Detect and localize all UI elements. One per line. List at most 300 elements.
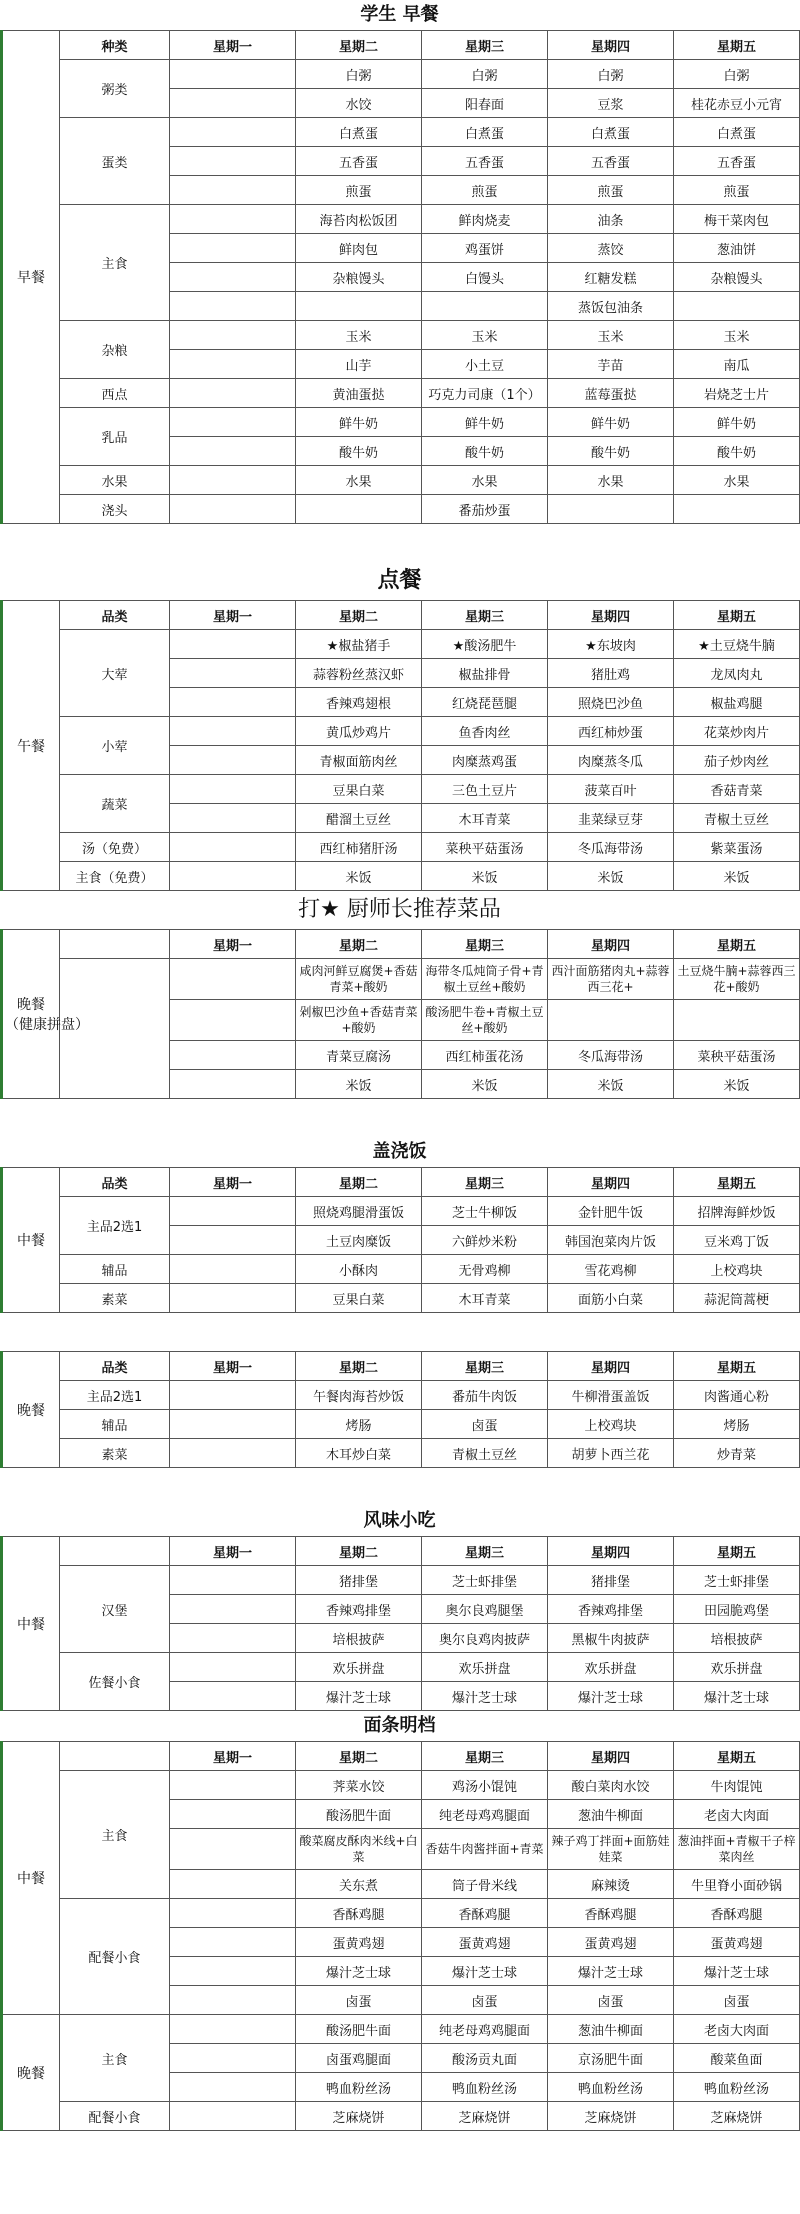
- table-row: [2, 1255, 800, 1284]
- menu-cell: 卤蛋: [296, 1986, 422, 2015]
- menu-cell: ★土豆烧牛腩: [674, 630, 800, 659]
- day-header: 星期一: [170, 1537, 296, 1566]
- day-header: 星期一: [170, 930, 296, 959]
- menu-cell: [170, 862, 296, 891]
- menu-cell: 照烧鸡腿滑蛋饭: [296, 1197, 422, 1226]
- menu-cell: [170, 804, 296, 833]
- day-header: 星期一: [170, 601, 296, 630]
- category-label: 浇头: [60, 495, 170, 524]
- menu-cell: [170, 1226, 296, 1255]
- menu-cell: 青椒土豆丝: [422, 1439, 548, 1468]
- day-header: 星期二: [296, 31, 422, 60]
- menu-cell: 白粥: [422, 60, 548, 89]
- snacks-table: [0, 1536, 800, 1711]
- menu-cell: 鸭血粉丝汤: [422, 2073, 548, 2102]
- menu-cell: 五香蛋: [674, 147, 800, 176]
- header-row: [2, 1352, 800, 1381]
- menu-cell: [170, 1595, 296, 1624]
- table-row: [2, 775, 800, 804]
- menu-cell: 肉糜蒸冬瓜: [548, 746, 674, 775]
- category-label: 蛋类: [60, 118, 170, 205]
- menu-cell: [170, 118, 296, 147]
- menu-cell: 南瓜: [674, 350, 800, 379]
- menu-cell: [170, 659, 296, 688]
- meal-label: 晚餐: [2, 1352, 60, 1468]
- menu-cell: 白煮蛋: [422, 118, 548, 147]
- menu-cell: 面筋小白菜: [548, 1284, 674, 1313]
- menu-cell: 鲜肉烧麦: [422, 205, 548, 234]
- menu-cell: [674, 1000, 800, 1041]
- menu-cell: 猪肚鸡: [548, 659, 674, 688]
- menu-cell: 米饭: [296, 862, 422, 891]
- table-row: [2, 630, 800, 659]
- menu-cell: [170, 321, 296, 350]
- day-header: 星期三: [422, 31, 548, 60]
- menu-cell: [170, 1284, 296, 1313]
- menu-cell: 蛋黄鸡翅: [296, 1928, 422, 1957]
- menu-cell: [170, 1800, 296, 1829]
- menu-cell: 肉糜蒸鸡蛋: [422, 746, 548, 775]
- menu-cell: 卤蛋: [548, 1986, 674, 2015]
- type-header: 品类: [60, 1168, 170, 1197]
- menu-cell: [170, 2102, 296, 2131]
- menu-cell: [674, 495, 800, 524]
- day-header: 星期一: [170, 31, 296, 60]
- meal-label: 中餐: [2, 1168, 60, 1313]
- menu-cell: [170, 1986, 296, 2015]
- category-label: 主食（免费）: [60, 862, 170, 891]
- category-label: 蔬菜: [60, 775, 170, 833]
- category-label: 配餐小食: [60, 1899, 170, 2015]
- menu-cell: 酸牛奶: [296, 437, 422, 466]
- menu-cell: 照烧巴沙鱼: [548, 688, 674, 717]
- category-label: 水果: [60, 466, 170, 495]
- day-header: 星期三: [422, 1537, 548, 1566]
- header-row: [2, 1168, 800, 1197]
- day-header: 星期五: [674, 1168, 800, 1197]
- category-label: 杂粮: [60, 321, 170, 379]
- menu-cell: 玉米: [296, 321, 422, 350]
- menu-cell: 三色土豆片: [422, 775, 548, 804]
- menu-cell: 鲜牛奶: [422, 408, 548, 437]
- menu-cell: 香酥鸡腿: [296, 1899, 422, 1928]
- menu-cell: [170, 1829, 296, 1870]
- menu-cell: [170, 466, 296, 495]
- day-header: 星期五: [674, 31, 800, 60]
- menu-cell: 鸡汤小馄饨: [422, 1771, 548, 1800]
- type-header: 品类: [60, 601, 170, 630]
- snacks-title: 风味小吃: [363, 1510, 436, 1531]
- menu-cell: [170, 746, 296, 775]
- category-label: 主品2选1: [60, 1381, 170, 1410]
- category-label: 佐餐小食: [60, 1653, 170, 1711]
- menu-cell: 蒸饭包油条: [548, 292, 674, 321]
- breakfast-table: [0, 30, 800, 524]
- menu-cell: [170, 1439, 296, 1468]
- meal-label: 晚餐: [2, 2015, 60, 2131]
- menu-cell: 京汤肥牛面: [548, 2044, 674, 2073]
- order-title: 点餐: [377, 568, 422, 593]
- menu-cell: 煎蛋: [548, 176, 674, 205]
- menu-cell: 煎蛋: [674, 176, 800, 205]
- header-row: [2, 930, 800, 959]
- type-header: 种类: [60, 31, 170, 60]
- menu-cell: 醋溜土豆丝: [296, 804, 422, 833]
- menu-cell: 黄瓜炒鸡片: [296, 717, 422, 746]
- menu-cell: 菜秧平菇蛋汤: [674, 1041, 800, 1070]
- menu-cell: [170, 60, 296, 89]
- noodles-title: 面条明档: [363, 1715, 436, 1736]
- category-label: 辅品: [60, 1255, 170, 1284]
- menu-cell: [170, 1410, 296, 1439]
- menu-cell: 香酥鸡腿: [674, 1899, 800, 1928]
- category-label: 小荤: [60, 717, 170, 775]
- day-header: 星期一: [170, 1742, 296, 1771]
- menu-cell: 土豆烧牛腩+蒜蓉西三花+酸奶: [674, 959, 800, 1000]
- menu-cell: [170, 959, 296, 1000]
- day-header: 星期五: [674, 1537, 800, 1566]
- menu-cell: 欢乐拼盘: [296, 1653, 422, 1682]
- menu-cell: 香辣鸡排堡: [296, 1595, 422, 1624]
- day-header: 星期二: [296, 1352, 422, 1381]
- table-row: [2, 1381, 800, 1410]
- menu-cell: 番茄牛肉饭: [422, 1381, 548, 1410]
- gaijiao-lunch-table: [0, 1167, 800, 1313]
- menu-cell: 米饭: [548, 1070, 674, 1099]
- menu-cell: 山芋: [296, 350, 422, 379]
- menu-cell: 剁椒巴沙鱼+香菇青菜+酸奶: [296, 1000, 422, 1041]
- menu-cell: [170, 2015, 296, 2044]
- menu-cell: [170, 1624, 296, 1653]
- menu-cell: 白馒头: [422, 263, 548, 292]
- menu-cell: [170, 1653, 296, 1682]
- menu-cell: 豆果白菜: [296, 1284, 422, 1313]
- menu-cell: 爆汁芝士球: [674, 1682, 800, 1711]
- menu-cell: [422, 292, 548, 321]
- menu-cell: 巧克力司康（1个）: [422, 379, 548, 408]
- day-header: 星期二: [296, 1168, 422, 1197]
- menu-cell: [170, 630, 296, 659]
- menu-cell: 紫菜蛋汤: [674, 833, 800, 862]
- menu-cell: 水果: [296, 466, 422, 495]
- menu-cell: 上校鸡块: [674, 1255, 800, 1284]
- menu-cell: 葱油牛柳面: [548, 2015, 674, 2044]
- category-label: 主品2选1: [60, 1197, 170, 1255]
- menu-cell: [170, 833, 296, 862]
- day-header: 星期五: [674, 1742, 800, 1771]
- menu-cell: 爆汁芝士球: [422, 1682, 548, 1711]
- menu-cell: [170, 234, 296, 263]
- menu-cell: 爆汁芝士球: [548, 1957, 674, 1986]
- menu-cell: 鲜牛奶: [674, 408, 800, 437]
- order-table: [0, 600, 800, 891]
- day-header: 星期四: [548, 1168, 674, 1197]
- menu-cell: 香辣鸡排堡: [548, 1595, 674, 1624]
- menu-cell: [170, 2044, 296, 2073]
- meal-label: 晚餐 （健康拼盘）: [2, 930, 60, 1099]
- menu-cell: 荠菜水饺: [296, 1771, 422, 1800]
- menu-cell: 白煮蛋: [674, 118, 800, 147]
- menu-cell: 鲜牛奶: [296, 408, 422, 437]
- menu-cell: [170, 688, 296, 717]
- menu-cell: 桂花赤豆小元宵: [674, 89, 800, 118]
- menu-cell: 小酥肉: [296, 1255, 422, 1284]
- menu-cell: 芝士虾排堡: [422, 1566, 548, 1595]
- table-row: [2, 1899, 800, 1928]
- menu-cell: 蛋黄鸡翅: [422, 1928, 548, 1957]
- menu-cell: 猪排堡: [548, 1566, 674, 1595]
- menu-cell: 金针肥牛饭: [548, 1197, 674, 1226]
- header-row: [2, 31, 800, 60]
- day-header: 星期三: [422, 1168, 548, 1197]
- menu-cell: 芝士虾排堡: [674, 1566, 800, 1595]
- menu-cell: 龙凤肉丸: [674, 659, 800, 688]
- day-header: 星期四: [548, 1742, 674, 1771]
- menu-cell: 蛋黄鸡翅: [548, 1928, 674, 1957]
- menu-cell: 蒸饺: [548, 234, 674, 263]
- menu-cell: 白粥: [548, 60, 674, 89]
- menu-cell: 芝麻烧饼: [674, 2102, 800, 2131]
- menu-cell: 麻辣烫: [548, 1870, 674, 1899]
- day-header: 星期三: [422, 930, 548, 959]
- menu-cell: 白煮蛋: [548, 118, 674, 147]
- menu-cell: 番茄炒蛋: [422, 495, 548, 524]
- menu-cell: 酸牛奶: [422, 437, 548, 466]
- menu-cell: [296, 292, 422, 321]
- menu-cell: 培根披萨: [674, 1624, 800, 1653]
- day-header: 星期一: [170, 1168, 296, 1197]
- menu-cell: [170, 1928, 296, 1957]
- table-row: [2, 118, 800, 147]
- menu-cell: 西红柿蛋花汤: [422, 1041, 548, 1070]
- meal-label: 中餐: [2, 1742, 60, 2015]
- menu-cell: 米饭: [422, 1070, 548, 1099]
- menu-cell: 西红柿炒蛋: [548, 717, 674, 746]
- menu-cell: 青椒土豆丝: [674, 804, 800, 833]
- type-header: 品类: [60, 1352, 170, 1381]
- menu-cell: 卤蛋鸡腿面: [296, 2044, 422, 2073]
- table-row: [2, 1653, 800, 1682]
- day-header: 星期三: [422, 601, 548, 630]
- menu-cell: 酸汤肥牛卷+青椒土豆丝+酸奶: [422, 1000, 548, 1041]
- menu-cell: 鸭血粉丝汤: [548, 2073, 674, 2102]
- menu-cell: 小土豆: [422, 350, 548, 379]
- menu-cell: 水果: [548, 466, 674, 495]
- menu-cell: 红糖发糕: [548, 263, 674, 292]
- menu-cell: 欢乐拼盘: [422, 1653, 548, 1682]
- menu-cell: 韭菜绿豆芽: [548, 804, 674, 833]
- menu-cell: 上校鸡块: [548, 1410, 674, 1439]
- menu-cell: 椒盐鸡腿: [674, 688, 800, 717]
- table-row: [2, 2015, 800, 2044]
- menu-cell: 水饺: [296, 89, 422, 118]
- menu-cell: 花菜炒肉片: [674, 717, 800, 746]
- category-label: 主食: [60, 1771, 170, 1899]
- meal-label: 午餐: [2, 601, 60, 891]
- menu-cell: 芝麻烧饼: [296, 2102, 422, 2131]
- noodles-table: [0, 1741, 800, 2131]
- menu-cell: [674, 292, 800, 321]
- menu-cell: 西红柿猪肝汤: [296, 833, 422, 862]
- menu-cell: [170, 379, 296, 408]
- menu-cell: 青椒面筋肉丝: [296, 746, 422, 775]
- table-row: [2, 408, 800, 437]
- menu-cell: 玉米: [422, 321, 548, 350]
- day-header: 星期三: [422, 1742, 548, 1771]
- gaijiao-dinner-table: [0, 1351, 800, 1468]
- menu-cell: 午餐肉海苔炒饭: [296, 1381, 422, 1410]
- menu-cell: 卤蛋: [422, 1410, 548, 1439]
- menu-cell: 五香蛋: [548, 147, 674, 176]
- menu-cell: 香酥鸡腿: [422, 1899, 548, 1928]
- breakfast-title: 学生 早餐: [360, 4, 439, 25]
- menu-cell: 香酥鸡腿: [548, 1899, 674, 1928]
- menu-cell: 木耳青菜: [422, 804, 548, 833]
- type-header: [60, 1742, 170, 1771]
- menu-cell: 五香蛋: [422, 147, 548, 176]
- menu-cell: 酸汤肥牛面: [296, 2015, 422, 2044]
- menu-cell: 白粥: [296, 60, 422, 89]
- day-header: 星期四: [548, 1352, 674, 1381]
- menu-cell: [170, 292, 296, 321]
- day-header: 星期一: [170, 1352, 296, 1381]
- menu-cell: 葱油饼: [674, 234, 800, 263]
- day-header: 星期五: [674, 1352, 800, 1381]
- table-row: [2, 2102, 800, 2131]
- menu-cell: 胡萝卜西兰花: [548, 1439, 674, 1468]
- menu-cell: 鲜肉包: [296, 234, 422, 263]
- meal-label: 中餐: [2, 1537, 60, 1711]
- menu-cell: 香菇牛肉酱拌面+青菜: [422, 1829, 548, 1870]
- day-header: 星期四: [548, 1537, 674, 1566]
- table-row: [2, 959, 800, 1000]
- table-row: [2, 466, 800, 495]
- menu-cell: 玉米: [674, 321, 800, 350]
- menu-cell: 芝麻烧饼: [548, 2102, 674, 2131]
- menu-cell: [170, 495, 296, 524]
- menu-cell: 木耳青菜: [422, 1284, 548, 1313]
- menu-cell: 鸡蛋饼: [422, 234, 548, 263]
- menu-cell: 六鲜炒米粉: [422, 1226, 548, 1255]
- table-row: [2, 321, 800, 350]
- menu-cell: 卤蛋: [422, 1986, 548, 2015]
- menu-cell: [170, 1957, 296, 1986]
- category-label: 大荤: [60, 630, 170, 717]
- menu-cell: 玉米: [548, 321, 674, 350]
- menu-cell: 酸菜鱼面: [674, 2044, 800, 2073]
- header-row: [2, 601, 800, 630]
- category-label: 乳品: [60, 408, 170, 466]
- menu-cell: 茄子炒肉丝: [674, 746, 800, 775]
- menu-cell: 西汁面筋猪肉丸+蒜蓉西三花+: [548, 959, 674, 1000]
- menu-cell: 咸肉河鲜豆腐煲+香菇青菜+酸奶: [296, 959, 422, 1000]
- menu-cell: [170, 263, 296, 292]
- menu-cell: [548, 495, 674, 524]
- menu-cell: 烤肠: [296, 1410, 422, 1439]
- menu-cell: 辣子鸡丁拌面+面筋娃娃菜: [548, 1829, 674, 1870]
- menu-cell: 酸牛奶: [548, 437, 674, 466]
- category-label: 配餐小食: [60, 2102, 170, 2131]
- category-label: 粥类: [60, 60, 170, 118]
- type-header: [60, 1537, 170, 1566]
- table-row: [2, 1771, 800, 1800]
- menu-cell: 鸭血粉丝汤: [296, 2073, 422, 2102]
- menu-cell: 鱼香肉丝: [422, 717, 548, 746]
- menu-cell: 牛肉馄饨: [674, 1771, 800, 1800]
- table-row: [2, 1439, 800, 1468]
- menu-cell: 酸牛奶: [674, 437, 800, 466]
- menu-cell: 猪排堡: [296, 1566, 422, 1595]
- category-label: 汉堡: [60, 1566, 170, 1653]
- table-row: [2, 60, 800, 89]
- menu-cell: [170, 1870, 296, 1899]
- menu-cell: 老卤大肉面: [674, 1800, 800, 1829]
- menu-cell: [170, 1041, 296, 1070]
- category-label: 素菜: [60, 1439, 170, 1468]
- menu-cell: 奥尔良鸡肉披萨: [422, 1624, 548, 1653]
- table-row: [2, 1410, 800, 1439]
- menu-cell: [170, 1771, 296, 1800]
- menu-cell: 米饭: [296, 1070, 422, 1099]
- menu-cell: 蓝莓蛋挞: [548, 379, 674, 408]
- menu-cell: [170, 437, 296, 466]
- table-row: [2, 717, 800, 746]
- menu-cell: [170, 717, 296, 746]
- category-label: 素菜: [60, 1284, 170, 1313]
- menu-cell: 水果: [674, 466, 800, 495]
- menu-cell: 欢乐拼盘: [674, 1653, 800, 1682]
- menu-cell: 香菇青菜: [674, 775, 800, 804]
- menu-cell: 油条: [548, 205, 674, 234]
- menu-cell: [170, 1381, 296, 1410]
- menu-cell: 豆米鸡丁饭: [674, 1226, 800, 1255]
- menu-cell: 蛋黄鸡翅: [674, 1928, 800, 1957]
- menu-cell: 蒜蓉粉丝蒸汉虾: [296, 659, 422, 688]
- day-header: 星期四: [548, 31, 674, 60]
- menu-cell: 香辣鸡翅根: [296, 688, 422, 717]
- table-row: [2, 1197, 800, 1226]
- menu-cell: 鸭血粉丝汤: [674, 2073, 800, 2102]
- menu-cell: 酸汤贡丸面: [422, 2044, 548, 2073]
- day-header: 星期五: [674, 930, 800, 959]
- menu-cell: [170, 1899, 296, 1928]
- meal-label: 早餐: [2, 31, 60, 524]
- menu-cell: 冬瓜海带汤: [548, 1041, 674, 1070]
- table-row: [2, 205, 800, 234]
- menu-cell: 卤蛋: [674, 1986, 800, 2015]
- menu-cell: 葱油牛柳面: [548, 1800, 674, 1829]
- menu-cell: 培根披萨: [296, 1624, 422, 1653]
- menu-cell: 烤肠: [674, 1410, 800, 1439]
- menu-cell: [170, 1566, 296, 1595]
- menu-cell: 雪花鸡柳: [548, 1255, 674, 1284]
- menu-cell: [170, 1197, 296, 1226]
- day-header: 星期五: [674, 601, 800, 630]
- menu-cell: 杂粮馒头: [296, 263, 422, 292]
- menu-cell: [296, 495, 422, 524]
- table-row: [2, 495, 800, 524]
- menu-cell: 牛里脊小面砂锅: [674, 1870, 800, 1899]
- menu-cell: 五香蛋: [296, 147, 422, 176]
- menu-cell: 爆汁芝士球: [674, 1957, 800, 1986]
- day-header: 星期二: [296, 1742, 422, 1771]
- menu-cell: 岩烧芝士片: [674, 379, 800, 408]
- menu-cell: 冬瓜海带汤: [548, 833, 674, 862]
- menu-cell: 筒子骨米线: [422, 1870, 548, 1899]
- menu-cell: 黄油蛋挞: [296, 379, 422, 408]
- menu-cell: 关东煮: [296, 1870, 422, 1899]
- header-row: [2, 1742, 800, 1771]
